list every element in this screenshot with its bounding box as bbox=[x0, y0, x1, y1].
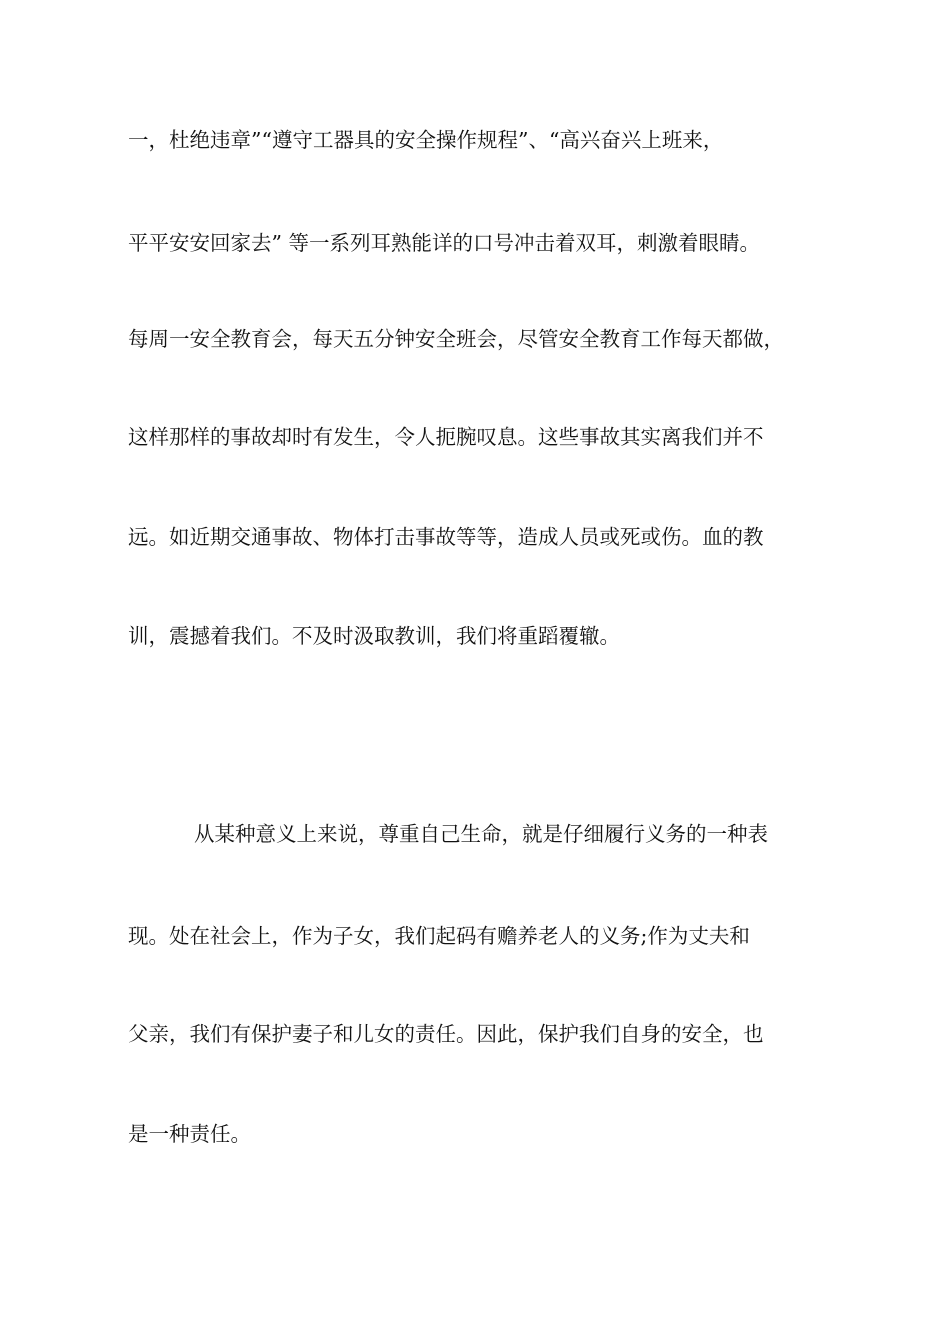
text-line: 这样那样的事故却时有发生，令人扼腕叹息。这些事故其实离我们并不 bbox=[128, 425, 764, 449]
text-line: 远。如近期交通事故、物体打击事故等等，造成人员或死或伤。血的教 bbox=[128, 525, 764, 549]
text-line: 每周一安全教育会，每天五分钟安全班会，尽管安全教育工作每天都做， bbox=[128, 327, 784, 351]
text-line: 从某种意义上来说，尊重自己生命，就是仔细履行义务的一种表 bbox=[194, 822, 768, 846]
text-line: 一，杜绝违章”“遵守工器具的安全操作规程”、“高兴奋兴上班来， bbox=[128, 128, 724, 152]
text-line: 是一种责任。 bbox=[128, 1122, 251, 1146]
text-line: 父亲，我们有保护妻子和儿女的责任。因此，保护我们自身的安全，也 bbox=[128, 1022, 764, 1046]
text-line: 现。处在社会上，作为子女，我们起码有赡养老人的义务;作为丈夫和 bbox=[128, 924, 750, 948]
text-line: 平平安安回家去” 等一系列耳熟能详的口号冲击着双耳，刺激着眼睛。 bbox=[128, 231, 760, 255]
text-line: 训，震撼着我们。不及时汲取教训，我们将重蹈覆辙。 bbox=[128, 624, 620, 648]
